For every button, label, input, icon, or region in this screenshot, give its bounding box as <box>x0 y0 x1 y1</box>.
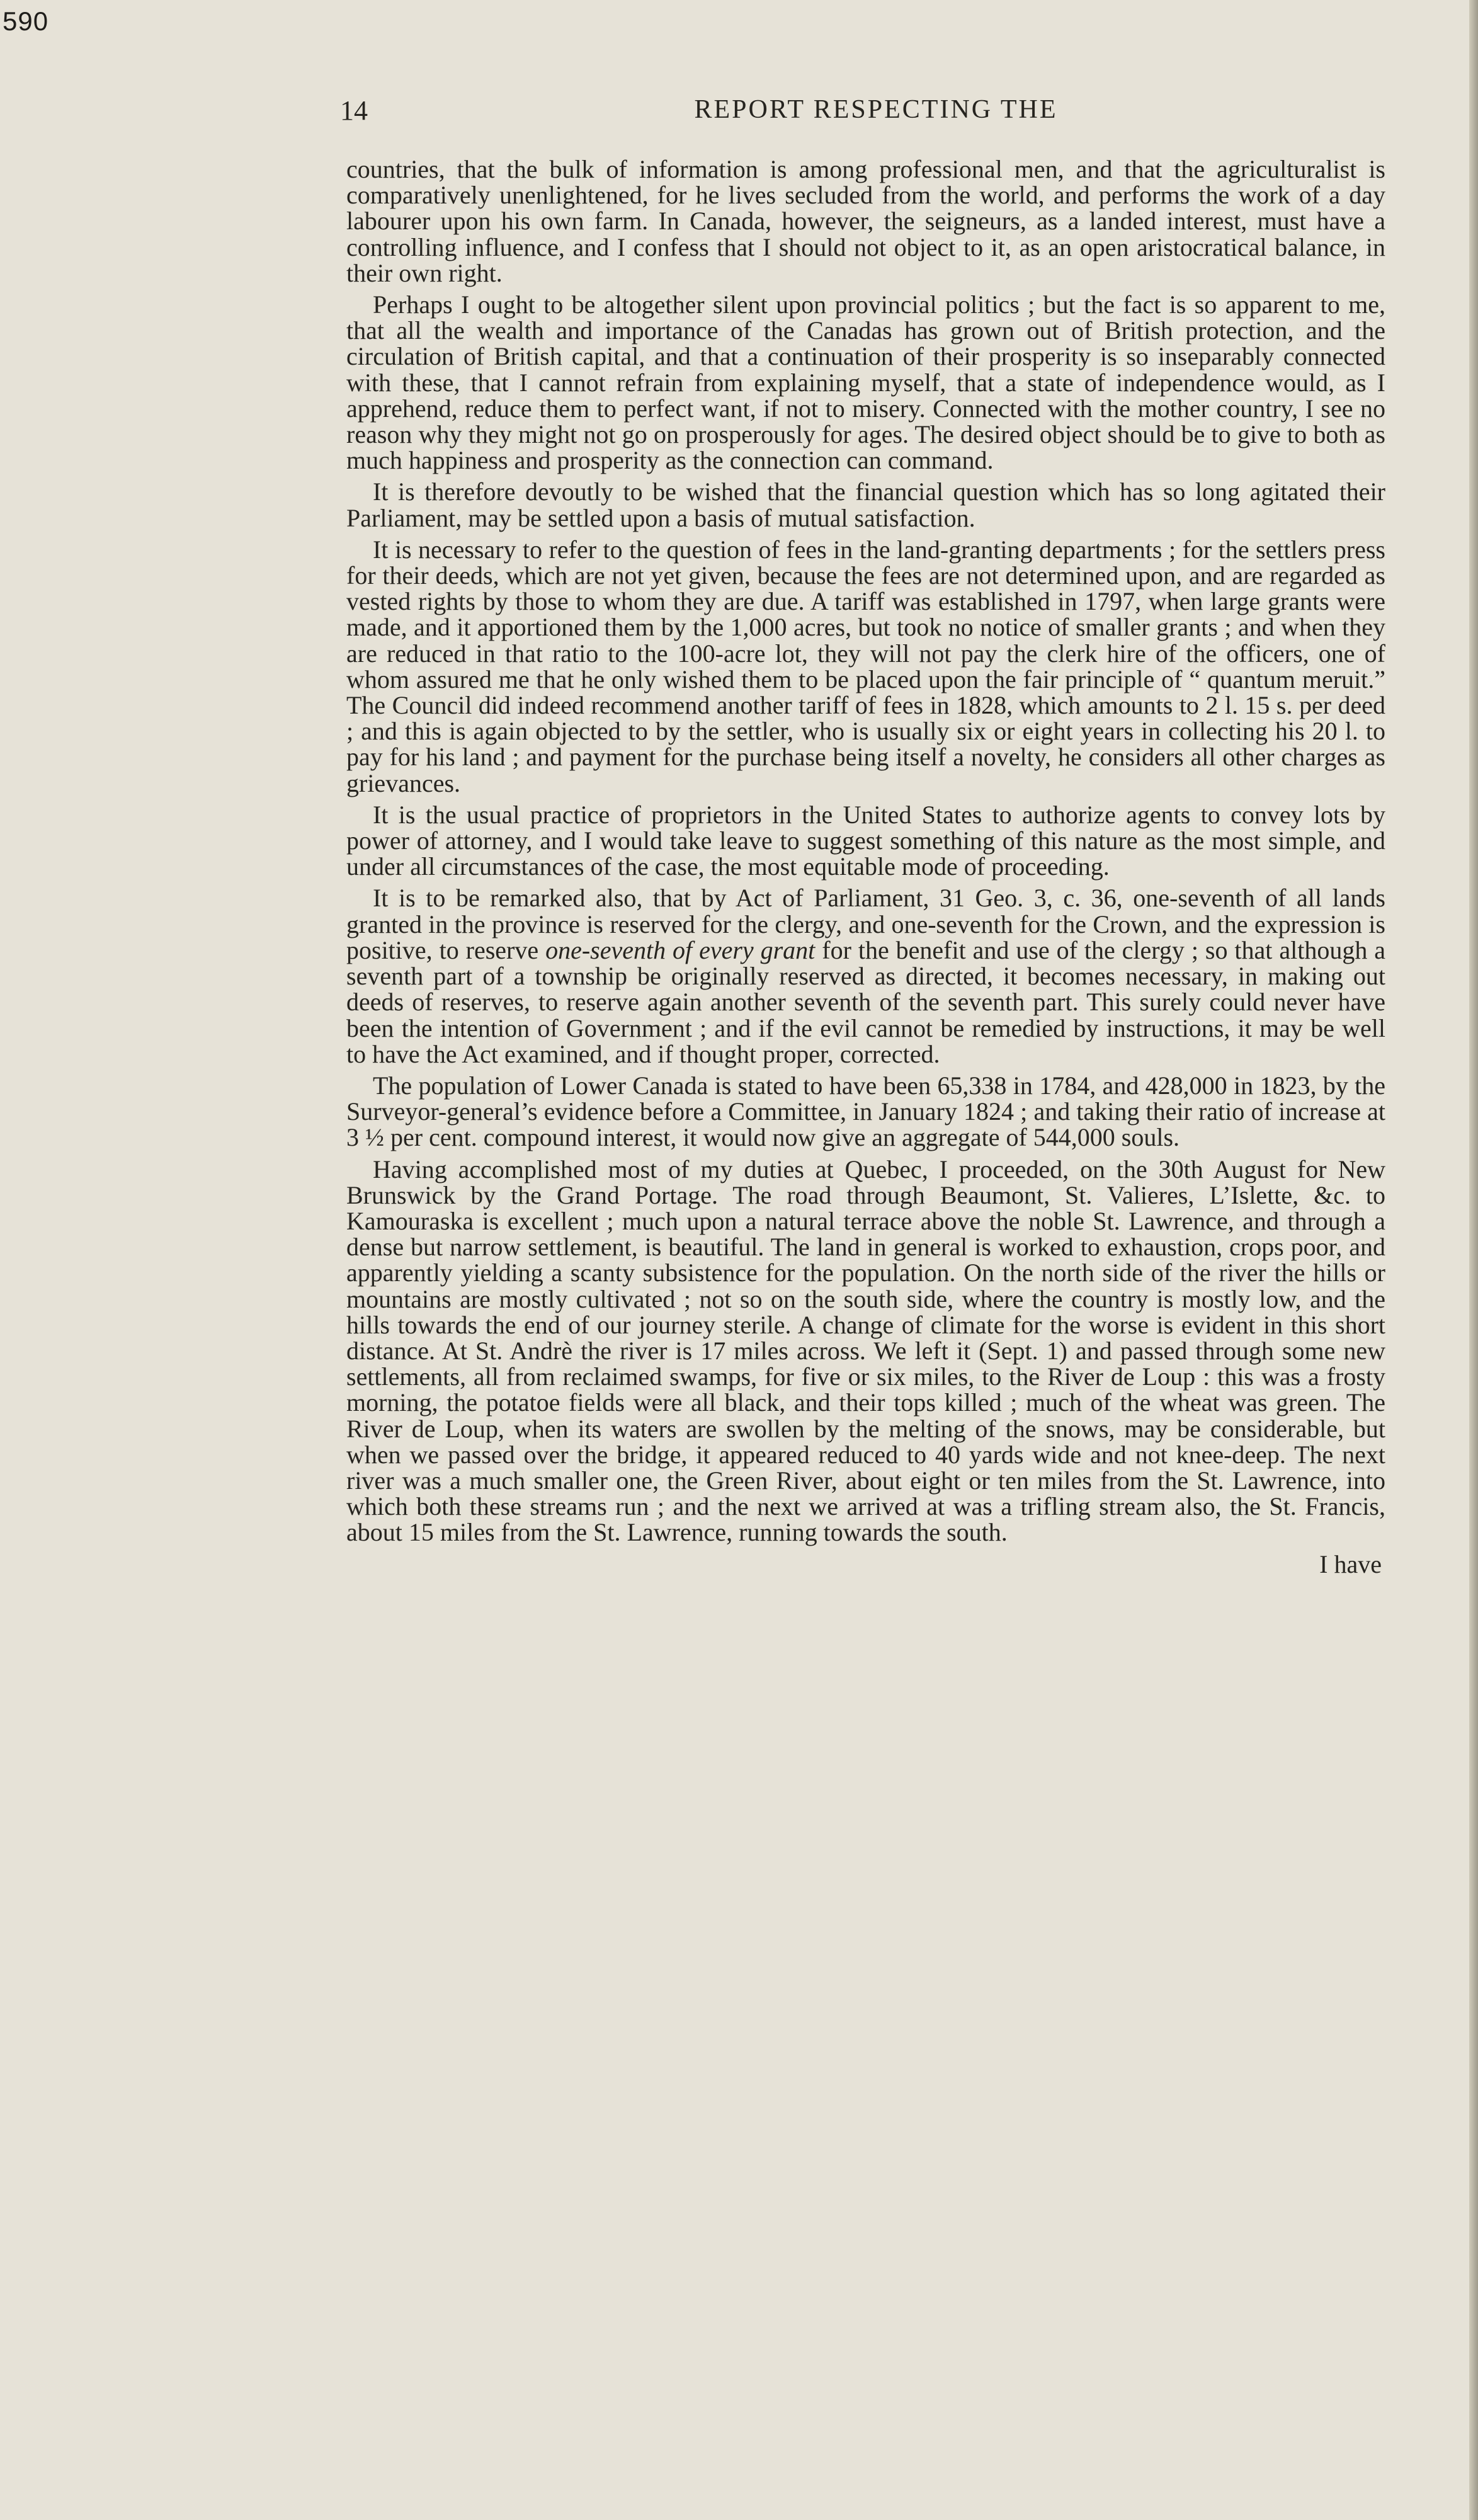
page-number: 14 <box>340 95 368 126</box>
running-head <box>340 94 1387 139</box>
clergy-text-before: It is to be remarked also, that by Act of Parliament, 31 Geo. 3, c. 36, one-seventh of all lands granted in the province is reserved for the clergy, and one-seventh for the Crown, and the expression is positive, to reserve <box>346 884 1385 964</box>
catchword: I have <box>1319 1549 1382 1578</box>
paragraph-continued: countries, that the bulk of information is among professional men, and that the agriculturalist is comparatively unenlightened, for he lives secluded from the world, and performs the work of a day labourer upon his own farm. In Canada, however, the seigneurs, as a landed interest, must have a controlling influence, and I confess that I should not object to it, as an open aristocratical balance, in their own right. <box>346 155 1385 287</box>
clergy-emphasis: one-seventh of every grant <box>545 935 816 964</box>
paragraph-provincial-politics: Perhaps I ought to be altogether silent upon provincial politics ; but the fact is so apparent to me, that all the wealth and importance of the Canadas has grown out of British protection, and the circulation of British capital, and that a continuation of their prosperity is so inseparably connected with these, that I cannot refrain from explaining myself, that a state of independence would, as I apprehend, reduce them to perfect want, if not to misery. Connected with the mother country, I see no reason why they might not go on prosperously for ages. The desired object should be to give to both as much happiness and prosperity as the connection can command. <box>346 290 1385 475</box>
running-title: REPORT RESPECTING THE <box>694 95 1058 124</box>
body-text <box>346 156 1385 1577</box>
paragraph-population: The population of Lower Canada is stated to have been 65,338 in 1784, and 428,000 in 1823, by the Surveyor-general’s evidence before a Committee, in January 1824 ; and taking their ratio of increase at 3 ½ per cent. compound interest, it would now give an aggregate of 544,000 souls. <box>346 1071 1385 1152</box>
clergy-text-after: for the benefit and use of the clergy ; so that although a seventh part of a township be originally reserved as directed, it becomes necessary, in making out deeds of reserves, to reserve again another seventh of the seventh part. This surely could never have been the intention of Government ; and if the evil cannot be remedied by instructions, it may be well to have the Act examined, and if thought proper, corrected. <box>346 935 1386 1068</box>
archive-page-number: 590 <box>3 6 49 36</box>
paragraph-land-fees: It is necessary to refer to the question of fees in the land-granting departments ; for the settlers press for their deeds, which are not yet given, because the fees are not determined upon, and are regarded as vested rights by those to whom they are due. A tariff was established in 1797, when large grants were made, and it apportioned them by the 1,000 acres, but took no notice of smaller grants ; and when they are reduced in that ratio to the 100-acre lot, they will not pay the clerk hire of the officers, one of whom assured me that he only wished them to be placed upon the fair principle of “ quantum meruit.” The Council did indeed recommend another tariff of fees in 1828, which amounts to 2 l. 15 s. per deed ; and this is again objected to by the settler, who is usually six or eight years in collecting his 20 l. to pay for his land ; and payment for the purchase being itself a novelty, he considers all other charges as grievances. <box>346 535 1385 797</box>
page-edge <box>1469 0 1478 2520</box>
paragraph-clergy-reserves <box>346 885 1385 1066</box>
paragraph-power-of-attorney: It is the usual practice of proprietors in the United States to authorize agents to convey lots by power of attorney, and I would take leave to suggest something of this nature as the most simple, and under all circumstances of the case, the most equitable mode of proceeding. <box>346 800 1385 881</box>
paragraph-journey: Having accomplished most of my duties at Quebec, I proceeded, on the 30th August for New Brunswick by the Grand Portage. The road through Beaumont, St. Valieres, L’Islette, &c. to Kamouraska is excellent ; much upon a natural terrace above the noble St. Lawrence, and through a dense but narrow settlement, is beautiful. The land in general is worked to exhaustion, crops poor, and apparently yielding a scanty subsistence for the population. On the north side of the river the hills or mountains are mostly cultivated ; not so on the south side, where the country is mostly low, and the hills towards the end of our journey sterile. A change of climate for the worse is evident in this short distance. At St. Andrè the river is 17 miles across. We left it (Sept. 1) and passed through some new settlements, all from reclaimed swamps, for five or six miles, to the River de Loup : this was a frosty morning, the potatoe fields were all black, and their tops killed ; much of the wheat was green. The River de Loup, when its waters are swollen by the melting of the snows, may be considerable, but when we passed over the bridge, it appeared reduced to 40 yards wide and not knee-deep. The next river was a much smaller one, the Green River, about eight or ten miles from the St. Lawrence, into which both these streams run ; and the next we arrived at was a trifling stream also, the St. Francis, about 15 miles from the St. Lawrence, running towards the south. <box>346 1155 1385 1547</box>
paragraph-financial-question: It is therefore devoutly to be wished that the financial question which has so long agitated their Parliament, may be settled upon a basis of mutual satisfaction. <box>346 477 1385 532</box>
